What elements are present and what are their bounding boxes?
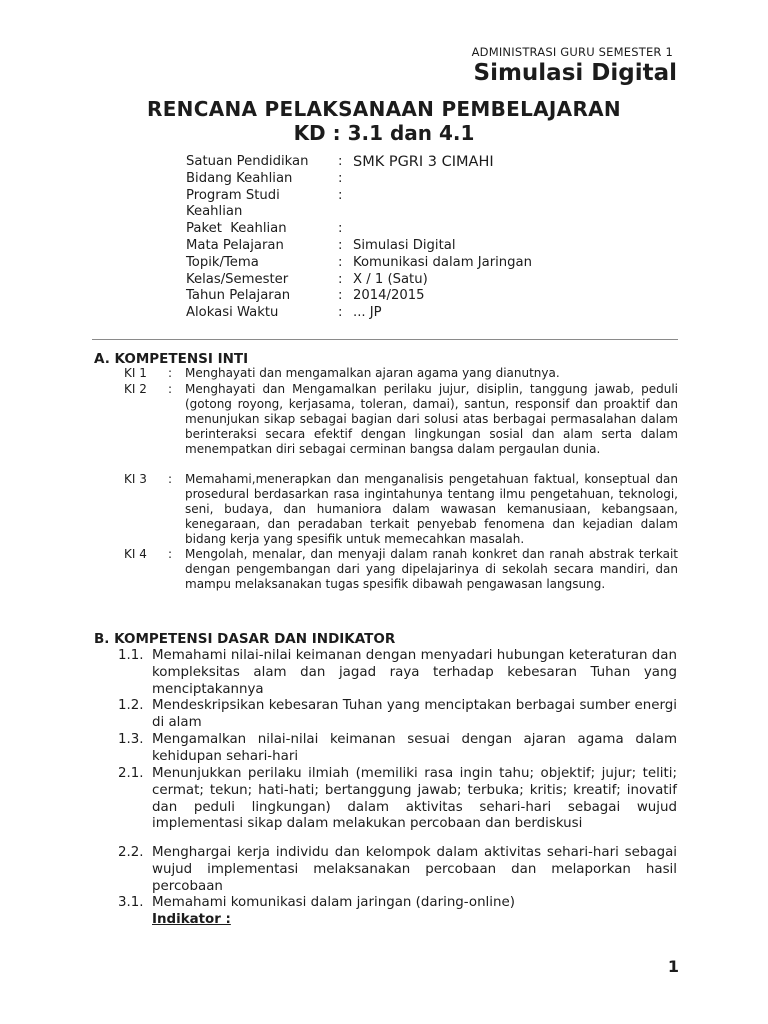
identity-label: Paket Keahlian — [186, 221, 287, 237]
ki-text: Memahami,menerapkan dan menganalisis pengetahuan faktual, konseptual dan prosedural berdasarkan rasa ingintahunya tentang ilmu pengetahuan, teknologi, seni, budaya, dan humaniora dalam wawasan kemanusiaan, kebangsaan, kenegaraan, dan peradaban terkait penyebab fenomena dan kejadian dalam bidang kerja yang spesifik untuk memecahkan masalah. — [185, 472, 678, 546]
ki-separator: : — [168, 366, 173, 380]
admin-header-line: ADMINISTRASI GURU SEMESTER 1 — [471, 45, 673, 59]
ki-text: Mengolah, menalar, dan menyaji dalam ranah konkret dan ranah abstrak terkait dengan pengembangan dari yang dipelajarinya di sekolah secara mandiri, dan mampu melaksanakan tugas spesifik dibawah pengawasan langsung. — [185, 547, 678, 591]
kd-text: Menunjukkan perilaku ilmiah (memiliki rasa ingin tahu; objektif; jujur; teliti; cermat; tekun; hati-hati; bertanggung jawab; terbuka; kritis; kreatif; inovatif dan peduli lingkungan) dalam aktivitas sehari-hari sebagai wujud implementasi sikap dalam melakukan percobaan dan berdiskusi — [152, 766, 677, 832]
ki-text: Menghayati dan Mengamalkan perilaku jujur, disiplin, tanggung jawab, peduli (gotong royong, kerjasama, toleran, damai), santun, responsif dan proaktif dan menunjukan sikap sebagai bagian dari solusi atas berbagai permasalahan dalam berinteraksi secara efektif dengan lingkungan sosial dan alam serta dalam menempatkan diri sebagai cerminan bangsa dalam pergaulan dunia. — [185, 382, 678, 456]
identity-separator: : — [338, 154, 343, 169]
identity-separator: : — [338, 271, 343, 287]
identity-row-bidang — [186, 171, 653, 188]
identity-separator: : — [338, 254, 343, 270]
identity-label: Mata Pelajaran — [186, 237, 284, 253]
identity-row-paket — [186, 221, 653, 238]
identity-row-alokasi — [186, 305, 653, 322]
identity-separator: : — [338, 221, 343, 237]
section-a-heading: A. KOMPETENSI INTI — [94, 351, 249, 367]
identity-value: 2014/2015 — [353, 288, 425, 304]
identity-value: X / 1 (Satu) — [353, 271, 428, 287]
document-subtitle-kd: KD : 3.1 dan 4.1 — [293, 121, 475, 145]
identity-row-program — [186, 188, 653, 222]
identity-label: Alokasi Waktu — [186, 305, 279, 321]
ki-code: KI 1 — [124, 366, 147, 380]
identity-row-mapel — [186, 238, 653, 255]
identity-row-topik — [186, 255, 653, 272]
identity-value: ... JP — [353, 305, 382, 321]
identity-value: Komunikasi dalam Jaringan — [353, 254, 532, 270]
identity-value — [353, 221, 653, 238]
identity-separator: : — [338, 187, 343, 203]
identity-label: Tahun Pelajaran — [186, 288, 291, 304]
ki-code: KI 3 — [124, 472, 147, 486]
ki-separator: : — [168, 382, 173, 396]
kd-text: Menghargai kerja individu dan kelompok dalam aktivitas sehari-hari sebagai wujud implementasi melaksanakan percobaan dan melaporkan hasil percobaan — [152, 845, 677, 894]
kd-text: Memahami komunikasi dalam jaringan (daring-online) — [152, 895, 515, 910]
identity-value — [353, 188, 653, 222]
section-divider — [92, 339, 678, 340]
kd-number: 2.2. — [118, 845, 144, 860]
document-title: RENCANA PELAKSANAAN PEMBELAJARAN — [147, 97, 621, 121]
identity-value: Simulasi Digital — [353, 237, 456, 253]
kd-number: 2.1. — [118, 766, 144, 781]
identity-separator: : — [338, 170, 343, 186]
ki-separator: : — [168, 472, 173, 486]
identity-separator: : — [338, 288, 343, 304]
identity-row-kelas — [186, 272, 653, 289]
identity-row-tahun — [186, 288, 653, 305]
kd-number: 1.3. — [118, 732, 144, 747]
kd-text: Memahami nilai-nilai keimanan dengan menyadari hubungan keteraturan dan kompleksitas alam dan jagad raya terhadap kebesaran Tuhan yang menciptakannya — [152, 648, 677, 697]
kd-number: 1.2. — [118, 698, 144, 713]
section-b-heading: B. KOMPETENSI DASAR DAN INDIKATOR — [94, 631, 396, 647]
ki-separator: : — [168, 547, 173, 561]
indikator-label: Indikator : — [152, 912, 231, 927]
page-number: 1 — [667, 957, 679, 976]
subject-title: Simulasi Digital — [473, 60, 677, 86]
ki-code: KI 2 — [124, 382, 147, 396]
identity-label: Program Studi Keahlian — [186, 187, 280, 220]
kd-text: Mendeskripsikan kebesaran Tuhan yang menciptakan berbagai sumber energi di alam — [152, 698, 677, 730]
identity-separator: : — [338, 305, 343, 321]
identity-row-satuan — [186, 154, 653, 171]
kd-number: 1.1. — [118, 648, 144, 663]
ki-text: Menghayati dan mengamalkan ajaran agama yang dianutnya. — [185, 366, 560, 380]
identity-label: Satuan Pendidikan — [186, 154, 309, 169]
identity-label: Kelas/Semester — [186, 271, 289, 287]
identity-separator: : — [338, 237, 343, 253]
ki-code: KI 4 — [124, 547, 147, 561]
identity-value — [353, 171, 653, 188]
identity-label: Bidang Keahlian — [186, 170, 293, 186]
kd-number: 3.1. — [118, 895, 144, 910]
identity-value-school: SMK PGRI 3 CIMAHI — [353, 154, 494, 170]
identity-label: Topik/Tema — [186, 254, 259, 270]
kd-text: Mengamalkan nilai-nilai keimanan sesuai dengan ajaran agama dalam kehidupan sehari-hari — [152, 732, 677, 764]
identity-table — [186, 154, 653, 322]
